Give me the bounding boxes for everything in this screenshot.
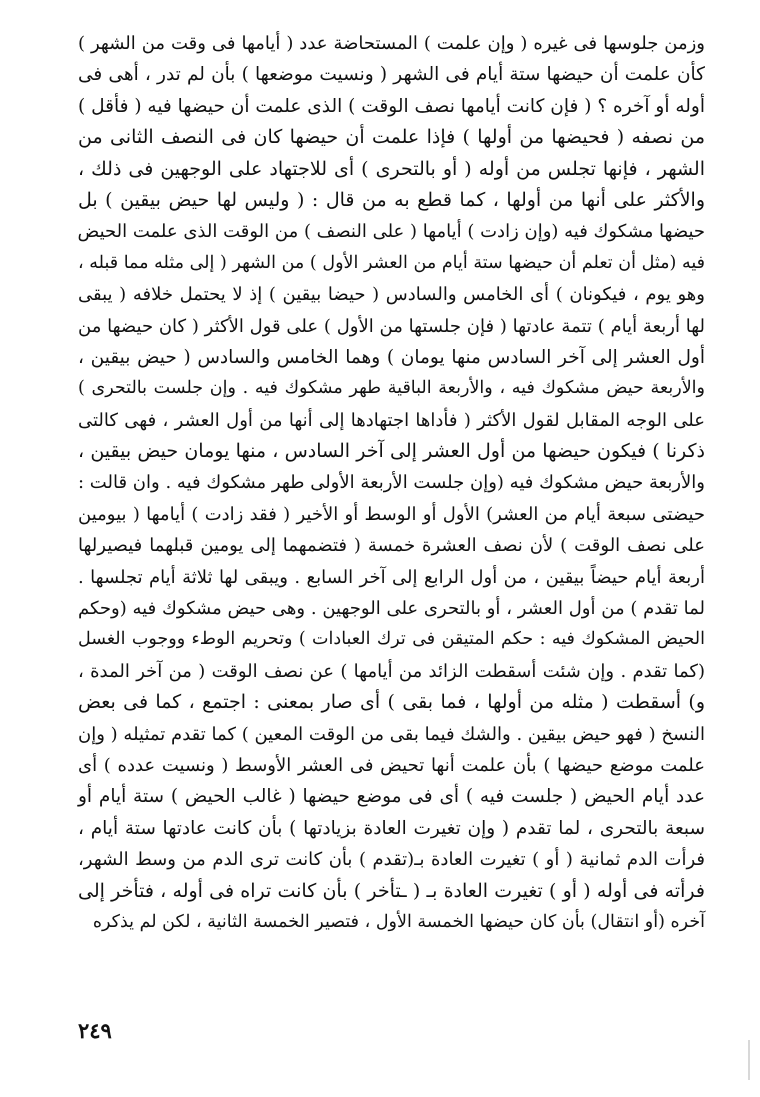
text-line: الشهر ، فإنها تجلس من أوله ( أو بالتحرى ) أى للاجتهاد على الوجهين فى ذلك ،: [78, 157, 705, 180]
text-line: أول العشر إلى آخر السادس منها يومان ) وهما الخامس والسادس ( حيض بيقين ،: [78, 346, 705, 368]
text-line: وزمن جلوسها فى غيره ( وإن علمت ) المستحاضة عدد ( أيامها فى وقت من الشهر ): [78, 33, 705, 54]
text-line: أوله أو آخره ؟ ( فإن كانت أيامها نصف الوقت ) الذى علمت أن حيضها فيه ( فأقل ): [78, 95, 705, 117]
text-line: أربعة أيام حيضاً بيقين ، من أول الرابع إلى آخر السابع . ويبقى لها ثلاثة أيام تجلسها .: [78, 566, 705, 588]
text-line: عدد أيام الحيض ( جلست فيه ) أى فى موضع حيضها ( غالب الحيض ) ستة أيام أو: [78, 786, 705, 808]
text-line: لها أربعة أيام ) تتمة عادتها ( فإن جلستها من الأول ) على قول الأكثر ( كان حيضها من: [78, 315, 705, 337]
text-line: (كما تقدم . وإن شئت أسقطت الزائد من أيامها ) عن نصف الوقت ( من آخر المدة ،: [78, 660, 705, 682]
text-line: حيضتى سبعة أيام من العشر) الأول أو الوسط أو الأخير ( فقد زادت ) أيامها ( بيومين: [78, 503, 705, 525]
text-line: فرأت الدم ثمانية ( أو ) تغيرت العادة بـ(تقدم ) بأن كانت ترى الدم من وسط الشهر،: [78, 849, 705, 871]
text-line: و) أسقطت ( مثله من أولها ، فما بقى ) أى صار بمعنى : اجتمع ، كما فى بعض: [78, 691, 705, 714]
text-line: على نصف الوقت ) لأن نصف العشرة خمسة ( فتضمهما إلى يومين قبلهما فيصيرلها: [78, 535, 705, 557]
text-line: والأربعة حيض مشكوك فيه ، والأربعة الباقية طهر مشكوك فيه . وإن جلست بالتحرى ): [78, 378, 705, 399]
text-line: والأربعة حيض مشكوك فيه (وإن جلست الأربعة الأولى طهر مشكوك فيه . وان قالت :: [78, 472, 705, 494]
text-line: فيه (مثل أن تعلم أن حيضها ستة أيام من العشر الأول ) من الشهر ( إلى مثله مما قبله ،: [78, 252, 705, 273]
body-text: [78, 28, 705, 938]
page-edge-mark: [748, 1040, 750, 1080]
text-line: ذكرنا ) فيكون حيضها من أول العشر إلى آخر السادس ، منها يومان حيض بيقين ،: [78, 440, 705, 463]
text-line: وهو يوم ، فيكونان ) أى الخامس والسادس ( حيضا بيقين ) إذ لا يحتمل خلافه ( يبقى: [78, 284, 705, 306]
text-line: على الوجه المقابل لقول الأكثر ( فأداها اجتهادها إلى أنها من أول العشر ، فهى كالتى: [78, 409, 705, 431]
text-line: والأكثر على أنها من أولها ، كما قطع به من قال : ( وليس لها حيض بيقين ) بل: [78, 188, 705, 211]
page-number: ٢٤٩: [78, 1018, 112, 1043]
text-line: آخره (أو انتقال) بأن كان حيضها الخمسة الأول ، فتصير الخمسة الثانية ، لكن لم يذكره: [92, 911, 705, 932]
text-line: علمت موضع حيضها ) بأن علمت أنها تحيض فى العشر الأوسط ( ونسيت عدده ) أى: [78, 754, 705, 776]
text-line: لما تقدم ) من أول العشر ، أو بالتحرى على الوجهين . وهى حيض مشكوك فيه (وحكم: [78, 598, 705, 620]
text-line: النسخ ( فهو حيض بيقين . والشك فيما بقى من الوقت المعين ) كما تقدم تمثيله ( وإن: [78, 723, 705, 745]
text-line: سبعة بالتحرى ، لما تقدم ( وإن تغيرت العادة بزيادتها ) بأن كانت عادتها ستة أيام ،: [78, 817, 705, 839]
text-line: من نصفه ( فحيضها من أولها ) فإذا علمت أن حيضها كان فى النصف الثانى من: [78, 126, 705, 149]
text-line: حيضها مشكوك فيه (وإن زادت ) أيامها ( على النصف ) من الوقت الذى علمت الحيض: [77, 221, 705, 243]
text-line: الحيض المشكوك فيه : حكم المتيقن فى ترك العبادات ) وتحريم الوطء ووجوب الغسل: [78, 629, 705, 650]
text-line: فرأته فى أوله ( أو ) تغيرت العادة بـ ( ـتأخر ) بأن كانت تراه فى أوله ، فتأخر إلى: [78, 879, 705, 902]
text-line: كأن علمت أن حيضها ستة أيام فى الشهر ( ونسيت موضعها ) بأن لم تدر ، أهى فى: [78, 64, 705, 86]
